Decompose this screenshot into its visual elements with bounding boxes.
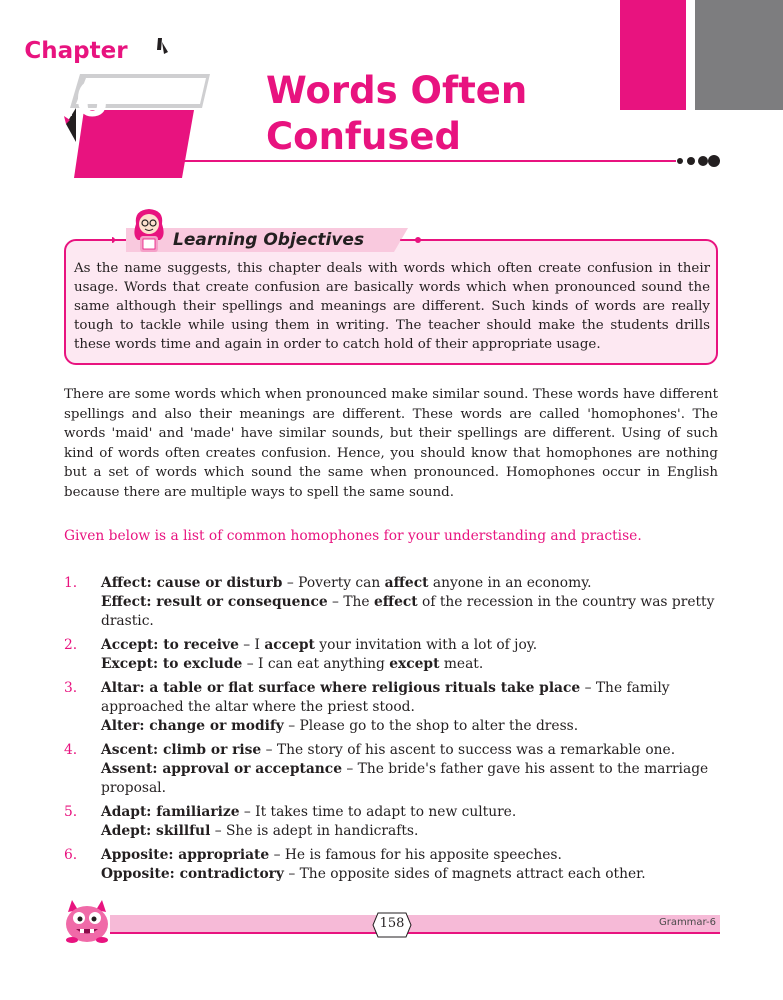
item-number: 5. — [64, 804, 78, 820]
title-underline — [176, 160, 676, 162]
corner-pink-block — [620, 0, 686, 110]
item-definition-b — [101, 655, 724, 674]
example-text: – The opposite sides of magnets attract each other. — [283, 866, 646, 882]
chapter-label: Chapter — [24, 38, 128, 64]
term: Adapt: familiarize — [101, 804, 240, 820]
homophone-list-intro: Given below is a list of common homophones for your understanding and practise. — [64, 528, 642, 544]
highlighted-word: except — [389, 656, 440, 672]
homophone-list — [64, 574, 724, 889]
learning-objectives-text: As the name suggests, this chapter deals with words which often create confusion in their usage. Words that create confusion are basically words which when pronounced sound the same although their spellings and meanings are different. Such kinds of words are really tough to tackle while using them in writing. The teacher should make the students drills these words time and again in order to catch hold of their appropriate usage. — [74, 261, 710, 352]
term: Assent: approval or acceptance — [101, 761, 342, 777]
chapter-title-line-1: Words Often — [266, 69, 528, 112]
term: Altar: a table or flat surface where religious rituals take place — [101, 680, 581, 696]
item-definition-a — [101, 741, 724, 760]
item-number: 3. — [64, 680, 78, 696]
item-number: 2. — [64, 637, 78, 653]
term: Adept: skillful — [101, 823, 211, 839]
footer-rule — [110, 932, 720, 934]
corner-gray-block — [695, 0, 783, 110]
term: Alter: change or modify — [101, 718, 284, 734]
example-text: – Poverty can — [282, 575, 385, 591]
list-item — [64, 636, 724, 674]
item-number: 4. — [64, 742, 78, 758]
item-definition-b — [101, 865, 724, 884]
term: Except: to exclude — [101, 656, 243, 672]
highlighted-word: effect — [373, 594, 418, 610]
learning-objectives-heading: Learning Objectives — [173, 230, 365, 250]
item-definition-b — [101, 760, 724, 798]
item-definition-a — [101, 846, 724, 865]
example-text: anyone in an economy. — [428, 575, 592, 591]
item-definition-b — [101, 593, 724, 631]
term: Opposite: contradictory — [101, 866, 284, 882]
item-number: 6. — [64, 847, 78, 863]
book-name: Grammar-6 — [658, 917, 716, 928]
item-definition-b — [101, 717, 724, 736]
term: Ascent: climb or rise — [101, 742, 262, 758]
term: Effect: result or consequence — [101, 594, 328, 610]
intro-paragraph: There are some words which when pronounced make similar sound. These words have different spellings and also their meanings are different. These words are called 'homophones'. The words 'maid' and 'made' have similar sounds, but their spellings are different. Using of such kind of words often creates confusion. Hence, you should know that homophones are nothing but a set of words which sound the same when pronounced. Homophones occur in English because there are multiple ways to spell the same sound. — [64, 387, 718, 500]
example-text: – The bride's father gave his assent to the marriage proposal. — [101, 761, 709, 796]
example-text: – I — [238, 637, 265, 653]
list-item — [64, 803, 724, 841]
example-text: – I can eat anything — [242, 656, 390, 672]
item-definition-b — [101, 822, 724, 841]
girl-mascot-icon — [128, 206, 170, 254]
list-item — [64, 679, 724, 736]
chapter-title-line-2: Confused — [266, 115, 461, 158]
list-item — [64, 741, 724, 798]
example-text: – The story of his ascent to success was a remarkable one. — [261, 742, 676, 758]
example-text: – The family approached the altar where the priest stood. — [101, 680, 670, 715]
term: Affect: cause or disturb — [101, 575, 283, 591]
example-text: – The — [327, 594, 374, 610]
page-number: 158 — [379, 916, 405, 931]
highlighted-word: affect — [384, 575, 429, 591]
example-text: – Please go to the shop to alter the dress. — [283, 718, 579, 734]
chapter-number: 26 — [42, 72, 108, 128]
example-text: your invitation with a lot of joy. — [314, 637, 538, 653]
monster-mascot-icon — [62, 898, 112, 944]
item-definition-a — [101, 803, 724, 822]
term: Accept: to receive — [101, 637, 239, 653]
list-item — [64, 574, 724, 631]
item-number: 1. — [64, 575, 78, 591]
example-text: meat. — [439, 656, 484, 672]
item-definition-a — [101, 636, 724, 655]
item-definition-a — [101, 574, 724, 593]
highlighted-word: accept — [264, 637, 315, 653]
title-rule-dots — [676, 154, 720, 168]
example-text: – It takes time to adapt to new culture. — [239, 804, 517, 820]
example-text: – He is famous for his apposite speeches. — [269, 847, 562, 863]
term: Apposite: appropriate — [101, 847, 270, 863]
item-definition-a — [101, 679, 724, 717]
example-text: – She is adept in handicrafts. — [210, 823, 419, 839]
list-item — [64, 846, 724, 884]
example-text: of the recession in the country was pretty drastic. — [101, 594, 715, 629]
chapter-title — [266, 68, 606, 160]
